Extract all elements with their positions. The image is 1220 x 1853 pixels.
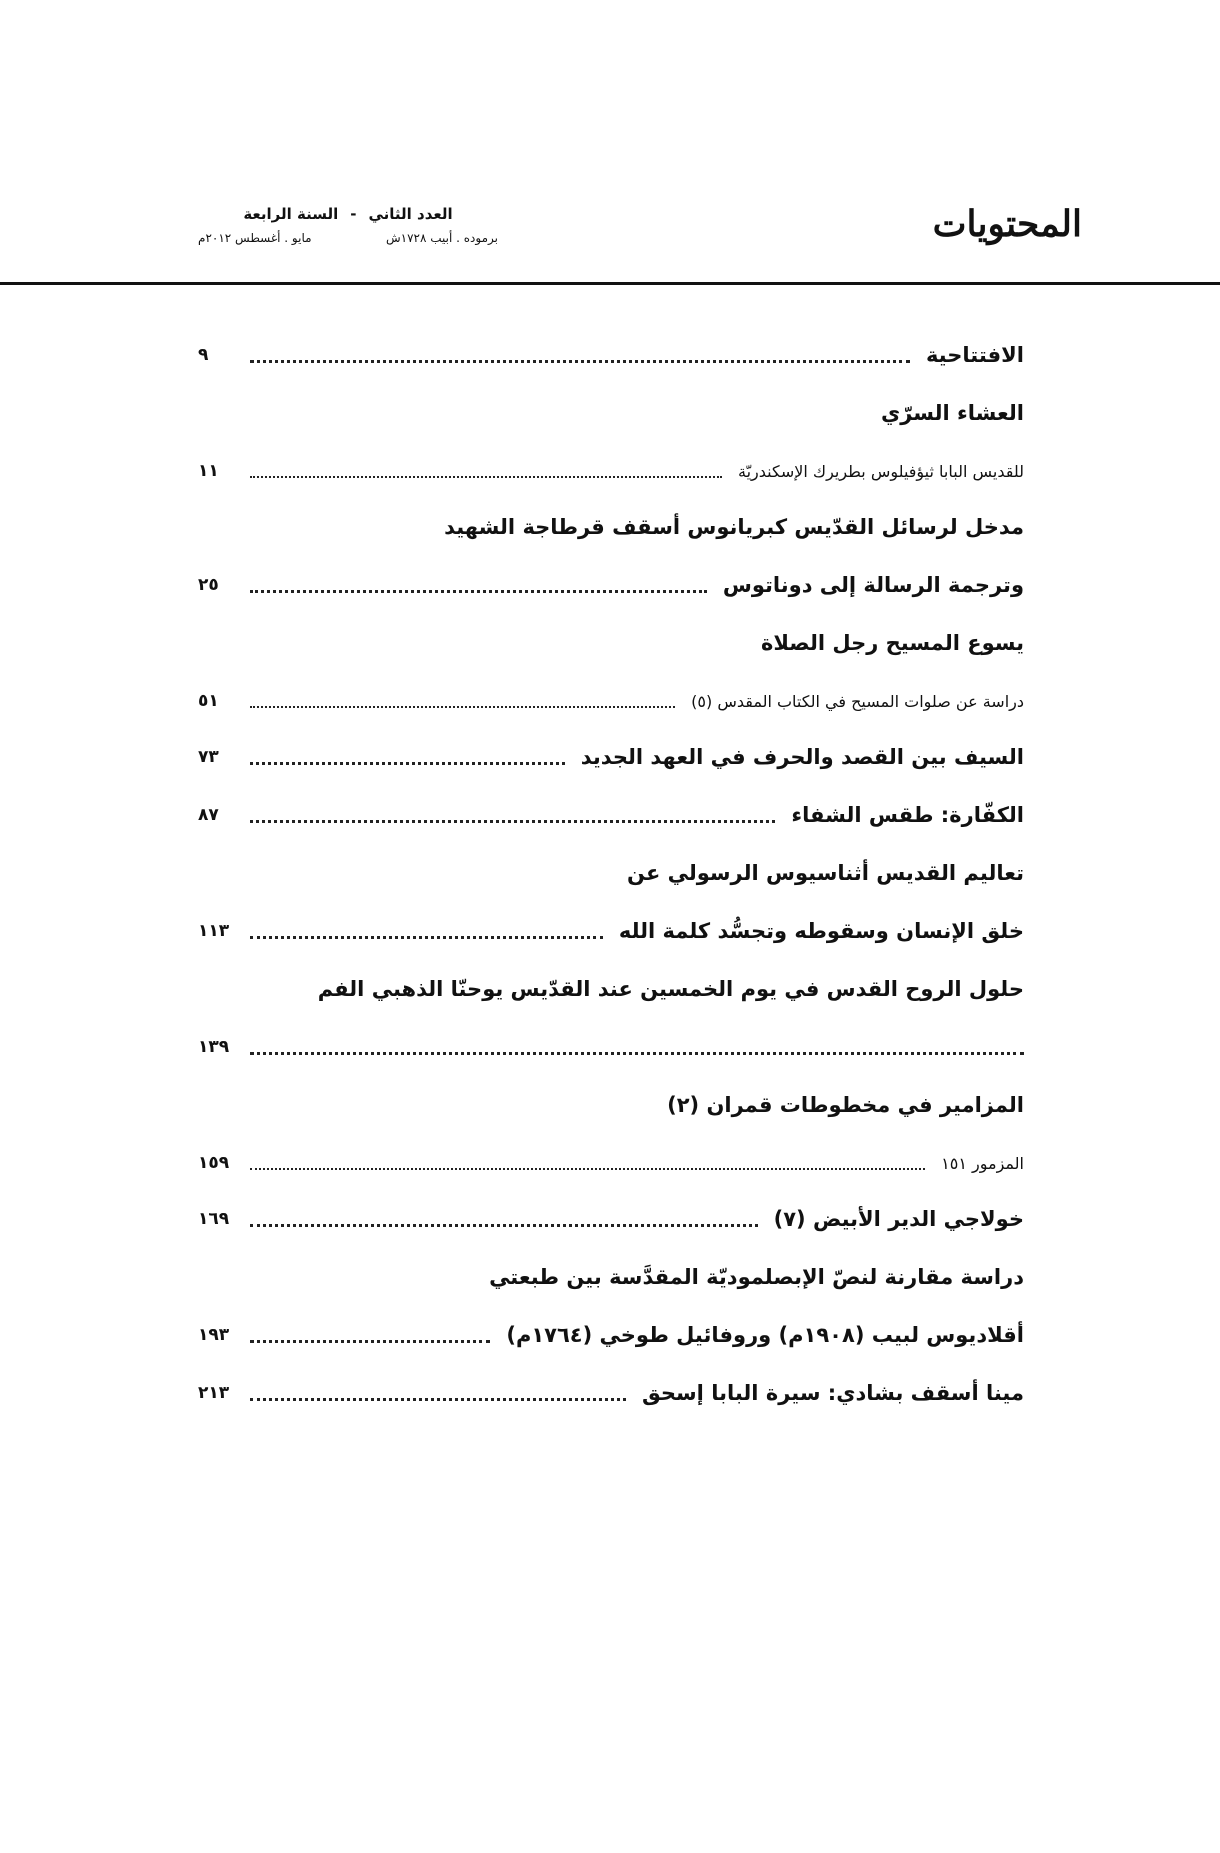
issue-info — [198, 205, 498, 245]
toc-entry[interactable] — [198, 1199, 1024, 1257]
toc-page-number: ٨٧ — [198, 805, 219, 825]
toc-entry-title: خلق الإنسان وسقوطه وتجسُّد كلمة الله — [618, 919, 1024, 943]
issue-line — [198, 205, 498, 223]
toc-page-number: ١٦٩ — [198, 1209, 230, 1229]
toc-entry-title: المزمور ١٥١ — [941, 1153, 1024, 1173]
toc-entry[interactable] — [198, 853, 1024, 911]
header-divider — [0, 282, 1220, 285]
coptic-date: برموده . أبيب ١٧٢٨ش — [386, 231, 498, 245]
toc-entry-title: يسوع المسيح رجل الصلاة — [760, 631, 1024, 655]
toc-entry-title: وترجمة الرسالة إلى دوناتوس — [722, 573, 1024, 597]
toc-entry-title: الافتتاحية — [925, 343, 1024, 367]
dot-leader — [250, 1224, 758, 1227]
dot-leader — [250, 360, 910, 363]
dot-leader — [250, 1340, 490, 1343]
toc-page-number: ١٥٩ — [198, 1153, 230, 1173]
dot-leader — [250, 1398, 626, 1401]
toc-entry-title: السيف بين القصد والحرف في العهد الجديد — [580, 745, 1024, 769]
toc-entry[interactable] — [198, 737, 1024, 795]
issue-separator: - — [350, 205, 357, 223]
dot-leader — [250, 762, 565, 765]
toc-page-number: ٥١ — [198, 691, 219, 711]
dot-leader — [250, 1052, 1024, 1055]
toc-entry[interactable] — [198, 681, 1024, 737]
date-line — [198, 231, 498, 245]
issue-year: السنة الرابعة — [243, 205, 339, 223]
toc-entry-title: المزامير في مخطوطات قمران (٢) — [667, 1093, 1024, 1117]
toc-entry[interactable] — [198, 1373, 1024, 1431]
toc-page-number: ٧٣ — [198, 747, 219, 767]
toc-entry-title: تعاليم القديس أثناسيوس الرسولي عن — [627, 861, 1024, 885]
dot-leader — [250, 820, 775, 823]
toc-entry-title: خولاجي الدير الأبيض (٧) — [773, 1207, 1024, 1231]
toc-entry-title: مدخل لرسائل القدّيس كبريانوس أسقف قرطاجة الشهيد — [444, 515, 1024, 539]
toc-entry[interactable] — [198, 969, 1024, 1027]
toc-entry-title: مينا أسقف بشادي: سيرة البابا إسحق — [641, 1381, 1024, 1405]
toc-entry[interactable] — [198, 1085, 1024, 1143]
toc-page-number: ١١ — [198, 461, 219, 481]
gregorian-date: مايو . أغسطس ٢٠١٢م — [198, 231, 312, 245]
toc-entry-title: الكفّارة: طقس الشفاء — [791, 803, 1024, 827]
toc-entry[interactable] — [198, 393, 1024, 451]
toc-page-number: ٢١٣ — [198, 1383, 230, 1403]
toc-entry[interactable] — [198, 911, 1024, 969]
toc-page-number: ٢٥ — [198, 575, 219, 595]
dot-leader — [250, 936, 603, 939]
toc-entry[interactable] — [198, 1257, 1024, 1315]
toc-entry[interactable] — [198, 1315, 1024, 1373]
toc-entry-title: دراسة عن صلوات المسيح في الكتاب المقدس (٥) — [691, 691, 1024, 711]
table-of-contents — [198, 335, 1024, 1431]
toc-page-number: ١٣٩ — [198, 1037, 230, 1057]
toc-entry-title: للقديس البابا ثيؤفيلوس بطريرك الإسكندريّة — [738, 461, 1024, 481]
toc-entry[interactable] — [198, 1143, 1024, 1199]
toc-page-number: ١٩٣ — [198, 1325, 230, 1345]
dot-leader — [250, 476, 722, 478]
toc-entry[interactable] — [198, 451, 1024, 507]
dot-leader — [250, 590, 707, 593]
issue-number: العدد الثاني — [368, 205, 453, 223]
toc-entry[interactable] — [198, 623, 1024, 681]
toc-entry[interactable] — [198, 335, 1024, 393]
toc-page-number: ٩ — [198, 345, 209, 365]
toc-entry-title: أقلاديوس لبيب (١٩٠٨م) وروفائيل طوخي (١٧٦٤م) — [506, 1323, 1024, 1347]
toc-entry[interactable] — [198, 507, 1024, 565]
toc-page-number: ١١٣ — [198, 921, 230, 941]
toc-entry-title: حلول الروح القدس في يوم الخمسين عند القدّيس يوحنّا الذهبي الفم — [317, 977, 1024, 1001]
toc-entry-title: العشاء السرّي — [880, 401, 1024, 425]
toc-entry[interactable] — [198, 1027, 1024, 1085]
toc-entry[interactable] — [198, 795, 1024, 853]
toc-entry-title: دراسة مقارنة لنصّ الإبصلموديّة المقدَّسة بين طبعتي — [489, 1265, 1024, 1289]
toc-entry[interactable] — [198, 565, 1024, 623]
page-title: المحتويات — [932, 203, 1082, 245]
dot-leader — [250, 1168, 925, 1170]
dot-leader — [250, 706, 675, 708]
